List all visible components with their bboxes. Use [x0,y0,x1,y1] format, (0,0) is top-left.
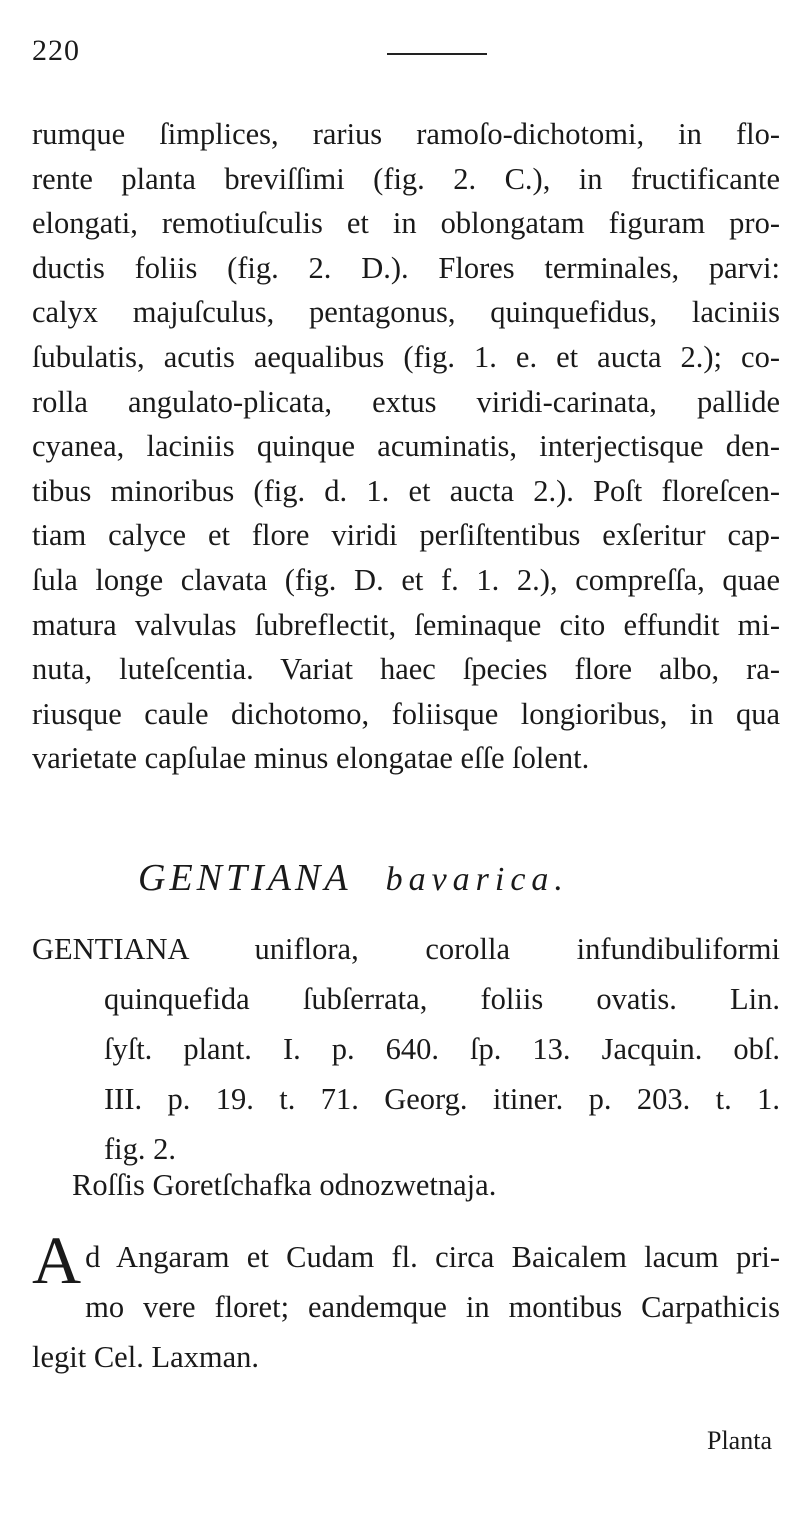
habitat-line: mo vere floret; eandemque in montibus Carpathicis [85,1290,780,1324]
diagnosis-line: ſyſt. plant. I. p. 640. ſp. 13. Jacquin. obſ. [104,1032,780,1066]
text-line: nuta, luteſcentia. Variat haec ſpecies flore albo, ra- [32,652,780,687]
diagnosis-line: quinquefida ſubſerrata, foliis ovatis. Lin. [104,982,780,1016]
text-line: rente planta breviſſimi (fig. 2. C.), in fructificante [32,161,780,196]
text-line: elongati, remotiuſculis et in oblongatam figuram pro- [32,206,780,241]
text-line: ductis foliis (fig. 2. D.). Flores terminales, parvi: [32,250,780,285]
diagnosis-block [32,924,780,1174]
text-line: rolla angulato-plicata, extus viridi-carinata, pallide [32,384,780,419]
text-line: cyanea, laciniis quinque acuminatis, interjectisque den- [32,429,780,464]
text-line: rumque ſimplices, rarius ramoſo-dichotomi, in flo- [32,117,780,151]
habitat-line: d Angaram et Cudam fl. circa Baicalem lacum pri- [85,1240,780,1274]
text-line: tibus minoribus (fig. d. 1. et aucta 2.). Poſt floreſcen- [32,473,780,508]
page-header [32,34,772,74]
genus-name: GENTIANA [138,857,352,899]
diagnosis-line: III. p. 19. t. 71. Georg. itiner. p. 203. t. 1. [104,1082,780,1116]
description-paragraph [32,112,780,781]
vernacular-name: Roſſis Goretſchafka odnozwetnaja. [72,1168,497,1202]
catchword: Planta [707,1426,772,1455]
text-line: ſubulatis, acutis aequalibus (fig. 1. e. et aucta 2.); co- [32,339,780,374]
text-line: ſula longe clavata (fig. D. et f. 1. 2.), compreſſa, quae [32,562,780,597]
text-line: riusque caule dichotomo, foliisque longioribus, in qua [32,696,780,731]
header-rule [387,53,487,55]
diagnosis-line: fig. 2. [104,1132,177,1166]
text-line: calyx majuſculus, pentagonus, quinquefidus, laciniis [32,295,780,330]
diagnosis-line: GENTIANA uniflora, corolla infundibuliformi [32,932,780,966]
text-line: matura valvulas ſubreflectit, ſeminaque cito effundit mi- [32,607,780,642]
text-line: varietate capſulae minus elongatae eſſe ſolent. [32,741,590,776]
species-heading [138,856,738,900]
text-line: tiam calyce et flore viridi perſiſtentibus exſeritur cap- [32,518,780,553]
habitat-paragraph [32,1222,780,1382]
habitat-line: legit Cel. Laxman. [32,1340,259,1374]
page-number: 220 [32,34,80,67]
species-epithet: bavarica. [385,861,569,898]
drop-cap: A [32,1222,82,1298]
